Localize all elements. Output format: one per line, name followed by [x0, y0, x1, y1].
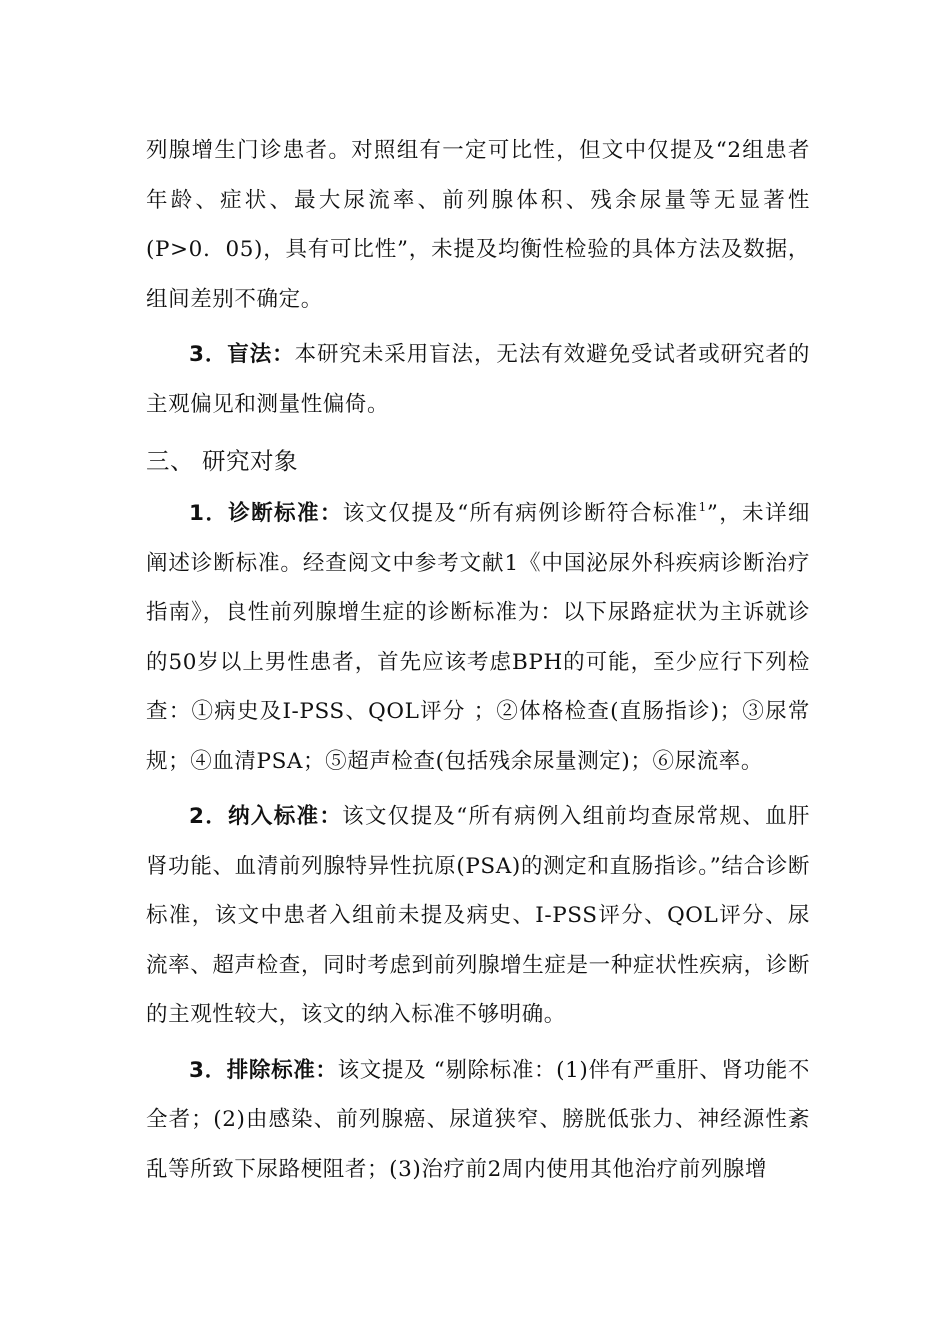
paragraph-text: 本研究未采用盲法，无法有效避免受试者或研究者的主观偏见和测量性偏倚。	[146, 342, 810, 417]
paragraph-diagnostic-criteria	[146, 489, 810, 786]
paragraph-exclusion-criteria	[146, 1046, 810, 1195]
document-body	[146, 126, 810, 1200]
paragraph-heading: 2．纳入标准：	[189, 804, 343, 829]
reference-superscript: 1	[698, 500, 707, 514]
paragraph-heading: 1．诊断标准：	[189, 501, 343, 526]
paragraph-control-group	[146, 126, 810, 324]
paragraph-text: 列腺增生门诊患者。对照组有一定可比性，但文中仅提及“2组患者年龄、症状、最大尿流率、前列腺体积、残余尿量等无显著性(P>0．05)，具有可比性”，未提及均衡性检验的具体方法及数据，组间差别不确定。	[146, 138, 810, 312]
section-heading: 三、 研究对象	[146, 447, 298, 475]
paragraph-heading: 3．盲法：	[189, 342, 295, 367]
paragraph-inclusion-criteria	[146, 792, 810, 1040]
paragraph-text: 该文提及 “剔除标准：(1)伴有严重肝、肾功能不全者；(2)由感染、前列腺癌、尿道狭窄、膀胱低张力、神经源性紊乱等所致下尿路梗阻者；(3)治疗前2周内使用其他治疗前列腺增	[146, 1057, 810, 1182]
paragraph-heading: 3．排除标准：	[189, 1057, 338, 1083]
paragraph-blinding	[146, 330, 810, 429]
paragraph-text: ”，未详细阐述诊断标准。经查阅文中参考文献1《中国泌尿外科疾病诊断治疗指南》，良性前列腺增生症的诊断标准为：以下尿路症状为主诉就诊的50岁以上男性患者，首先应该考虑BPH的可能，至少应行下列检查：①病史及I-PSS、QOL评分 ；②体格检查(直肠指诊)；③尿常规；④血清PSA；⑤超声检查(包括残余尿量测定)；⑥尿流率。	[146, 501, 810, 774]
paragraph-text: 该文仅提及“所有病例诊断符合标准	[342, 501, 699, 526]
paragraph-text: 该文仅提及“所有病例入组前均查尿常规、血肝肾功能、血清前列腺特异性抗原(PSA)的测定和直肠指诊。”结合诊断标准，该文中患者入组前未提及病史、I-PSS评分、QOL评分、尿流率、超声检查，同时考虑到前列腺增生症是一种症状性疾病，诊断的主观性较大，该文的纳入标准不够明确。	[146, 804, 810, 1027]
